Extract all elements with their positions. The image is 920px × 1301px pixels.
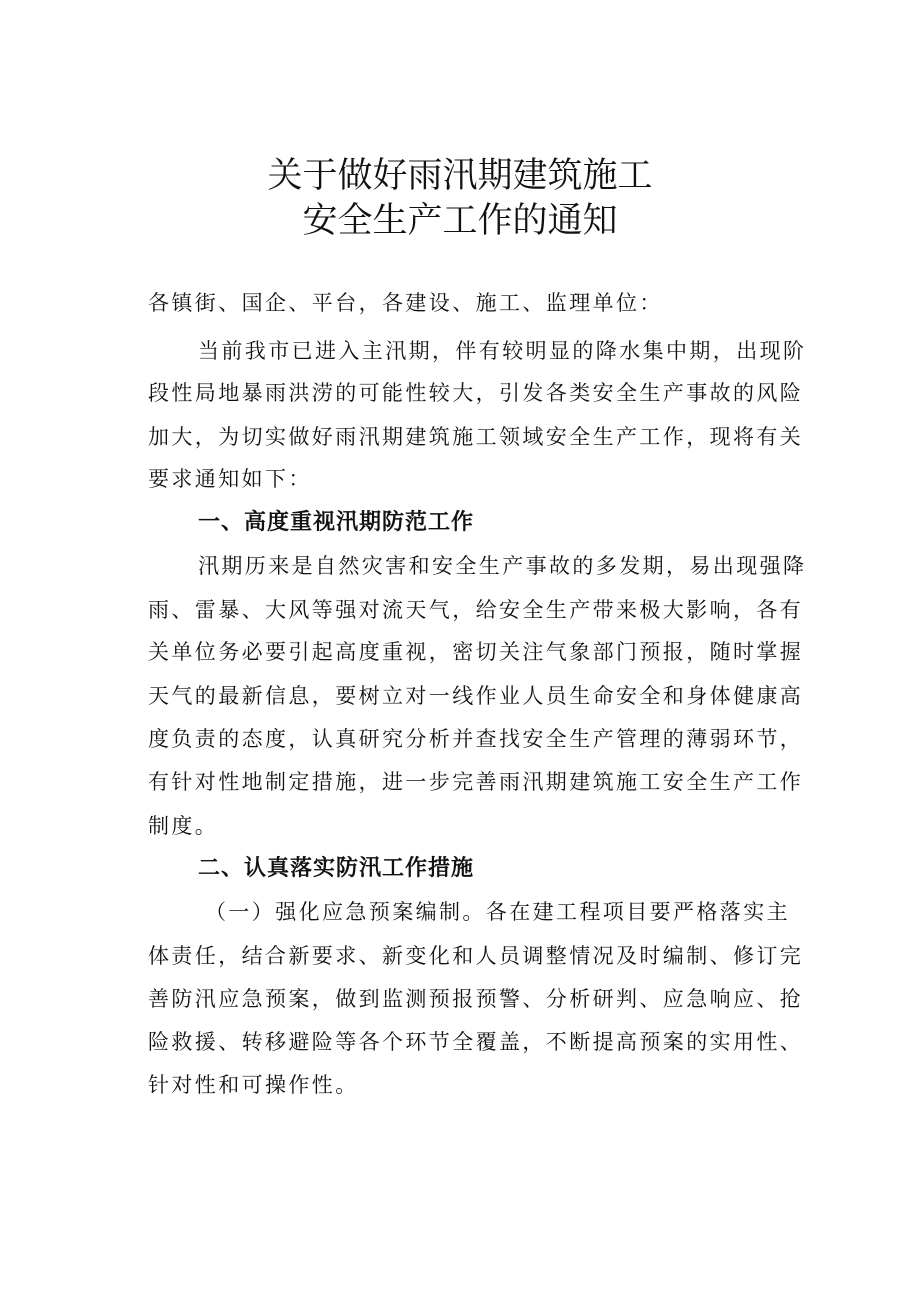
section-1-heading: 一、高度重视汛期防范工作 [198, 510, 475, 535]
section-1-line: 汛期历来是自然灾害和安全生产事故的多发期，易出现强降 [198, 554, 807, 578]
section-2-heading: 二、认真落实防汛工作措施 [198, 856, 475, 881]
section-1-line: 天气的最新信息，要树立对一线作业人员生命安全和身体健康高 [148, 684, 804, 708]
section-2-line: 善防汛应急预案，做到监测预报预警、分析研判、应急响应、抢 [148, 987, 804, 1011]
section-1-line: 有针对性地制定措施，进一步完善雨汛期建筑施工安全生产工作 [148, 770, 804, 794]
document-title-line-1: 关于做好雨汛期建筑施工 [267, 156, 653, 196]
intro-line: 段性局地暴雨洪涝的可能性较大，引发各类安全生产事故的风险 [148, 381, 804, 405]
section-2-line: 体责任，结合新要求、新变化和人员调整情况及时编制、修订完 [148, 944, 804, 968]
section-1-line: 关单位务必要引起高度重视，密切关注气象部门预报，随时掌握 [148, 640, 804, 664]
section-2-line: 险救援、转移避险等各个环节全覆盖，不断提高预案的实用性、 [148, 1030, 804, 1054]
section-2-line: 针对性和可操作性。 [148, 1073, 359, 1097]
intro-line: 要求通知如下： [148, 467, 312, 491]
intro-line: 当前我市已进入主汛期，伴有较明显的降水集中期，出现阶 [198, 339, 807, 363]
section-1-line: 制度。 [148, 814, 219, 838]
section-2-line: （一）强化应急预案编制。各在建工程项目要严格落实主 [205, 900, 790, 924]
document-title-line-2: 安全生产工作的通知 [302, 201, 618, 241]
salutation: 各镇街、国企、平台，各建设、施工、监理单位： [148, 291, 663, 315]
section-1-line: 度负责的态度，认真研究分析并查找安全生产管理的薄弱环节， [148, 727, 804, 751]
intro-line: 加大，为切实做好雨汛期建筑施工领域安全生产工作，现将有关 [148, 425, 804, 449]
section-1-line: 雨、雷暴、大风等强对流天气，给安全生产带来极大影响，各有 [148, 598, 804, 622]
